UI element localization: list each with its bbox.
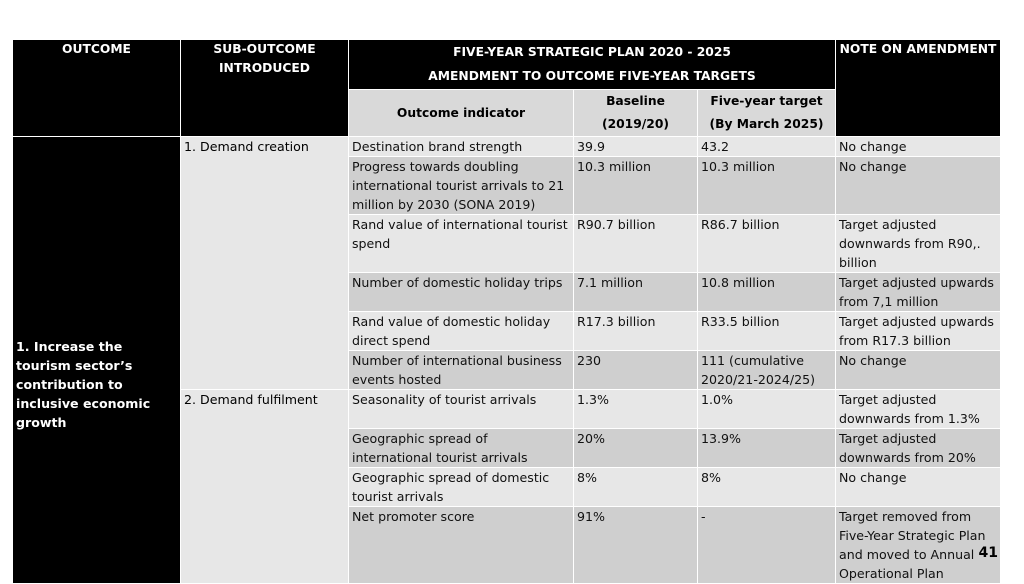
indicator-cell: Geographic spread of international tourist arrivals (349, 429, 574, 468)
header-indicator: Outcome indicator (349, 90, 574, 137)
header-note: NOTE ON AMENDMENT (836, 40, 1001, 137)
outcome-cell: 1. Increase the tourism sector’s contribution to inclusive economic growth (13, 137, 181, 584)
note-cell: Target adjusted downwards from R90,. billion (836, 215, 1001, 273)
target-cell: 1.0% (698, 390, 836, 429)
baseline-cell: 10.3 million (574, 157, 698, 215)
baseline-cell: 8% (574, 468, 698, 507)
indicator-cell: Number of domestic holiday trips (349, 273, 574, 312)
indicator-cell: Progress towards doubling international tourist arrivals to 21 million by 2030 (SONA 2019) (349, 157, 574, 215)
header-baseline (574, 90, 698, 137)
note-cell: Target adjusted downwards from 20% (836, 429, 1001, 468)
indicator-cell: Rand value of international tourist spend (349, 215, 574, 273)
baseline-cell: R90.7 billion (574, 215, 698, 273)
indicator-cell: Net promoter score (349, 507, 574, 584)
indicator-cell: Seasonality of tourist arrivals (349, 390, 574, 429)
baseline-cell: 230 (574, 351, 698, 390)
page-number: 41 (978, 545, 998, 561)
baseline-cell: 91% (574, 507, 698, 584)
target-label: Five-year target (710, 94, 823, 108)
indicator-cell: Rand value of domestic holiday direct spend (349, 312, 574, 351)
note-cell: Target adjusted upwards from R17.3 billion (836, 312, 1001, 351)
header-sub-outcome: SUB-OUTCOME INTRODUCED (181, 40, 349, 137)
header-target (698, 90, 836, 137)
baseline-cell: 20% (574, 429, 698, 468)
target-cell: 10.8 million (698, 273, 836, 312)
target-cell: 13.9% (698, 429, 836, 468)
indicator-cell: Number of international business events hosted (349, 351, 574, 390)
note-cell: Target removed from Five-Year Strategic Plan and moved to Annual Operational Plan (836, 507, 1001, 584)
plan-title: FIVE-YEAR STRATEGIC PLAN 2020 - 2025 (453, 45, 731, 59)
indicator-cell: Destination brand strength (349, 137, 574, 157)
note-cell: No change (836, 157, 1001, 215)
note-cell: Target adjusted upwards from 7,1 million (836, 273, 1001, 312)
strategic-plan-table (12, 39, 1001, 584)
table-row (13, 137, 1001, 157)
baseline-cell: 7.1 million (574, 273, 698, 312)
sub-outcome-demand-creation: 1. Demand creation (181, 137, 349, 390)
note-cell: No change (836, 468, 1001, 507)
target-cell: 10.3 million (698, 157, 836, 215)
target-cell: R33.5 billion (698, 312, 836, 351)
target-cell: 43.2 (698, 137, 836, 157)
note-cell: No change (836, 351, 1001, 390)
indicator-cell: Geographic spread of domestic tourist arrivals (349, 468, 574, 507)
sub-outcome-demand-fulfilment: 2. Demand fulfilment (181, 390, 349, 584)
note-cell: No change (836, 137, 1001, 157)
target-cell: 111 (cumulative 2020/21-2024/25) (698, 351, 836, 390)
baseline-label: Baseline (606, 94, 665, 108)
target-period: (By March 2025) (709, 117, 824, 131)
amendment-title: AMENDMENT TO OUTCOME FIVE-YEAR TARGETS (428, 69, 756, 83)
target-cell: - (698, 507, 836, 584)
baseline-cell: 1.3% (574, 390, 698, 429)
note-cell: Target adjusted downwards from 1.3% (836, 390, 1001, 429)
header-plan-title (349, 40, 836, 90)
header-outcome: OUTCOME (13, 40, 181, 137)
baseline-cell: 39.9 (574, 137, 698, 157)
baseline-cell: R17.3 billion (574, 312, 698, 351)
baseline-period: (2019/20) (601, 117, 670, 131)
target-cell: 8% (698, 468, 836, 507)
target-cell: R86.7 billion (698, 215, 836, 273)
